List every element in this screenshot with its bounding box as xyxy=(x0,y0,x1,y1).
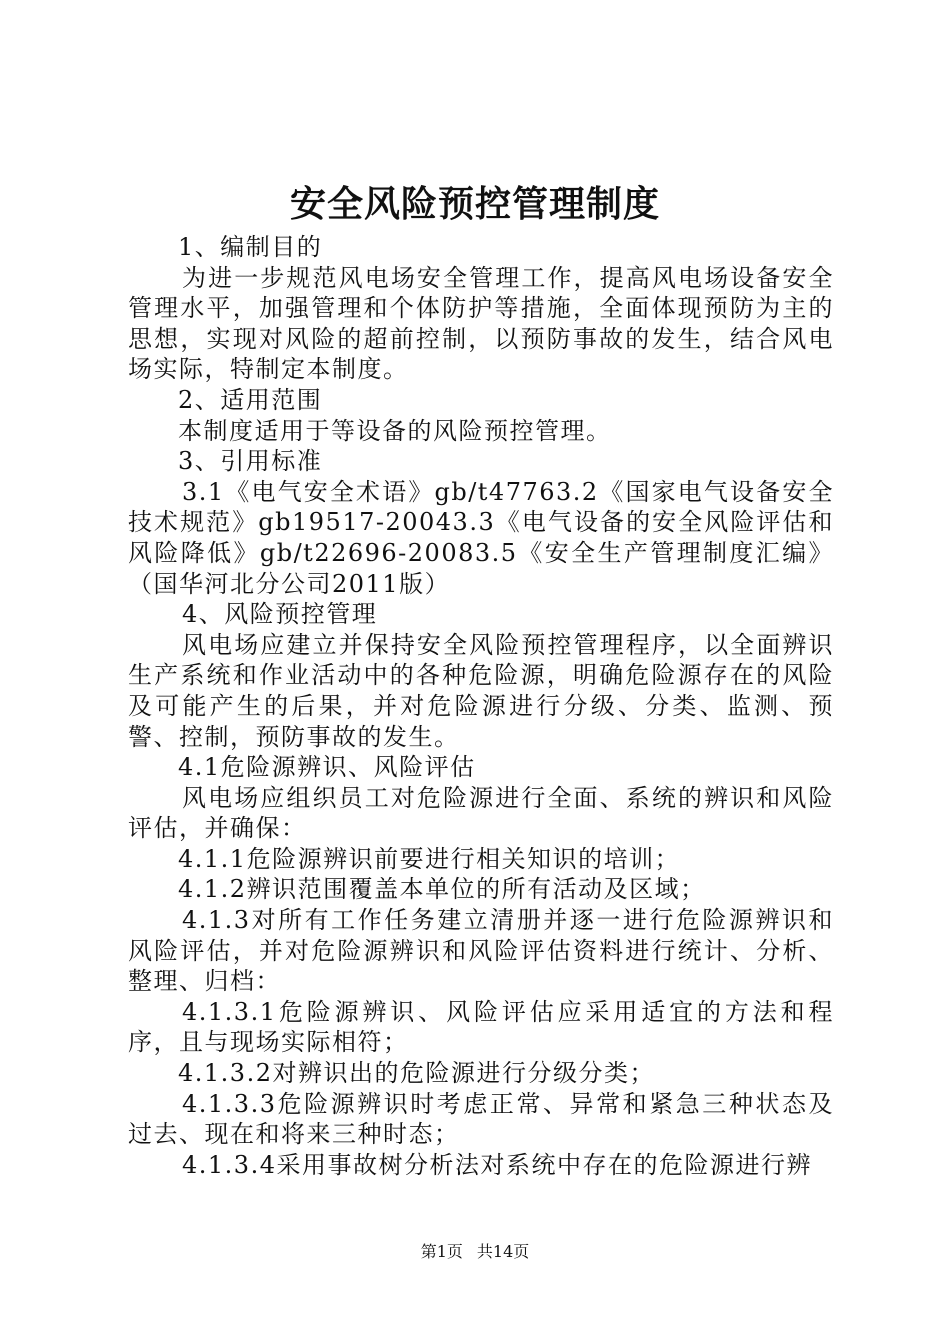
page-total: 共14页 xyxy=(476,1242,530,1261)
paragraph-scope: 本制度适用于等设备的风险预控管理。 xyxy=(178,416,612,445)
page-title: 安全风险预控管理制度 xyxy=(289,184,660,225)
page-number: 第1页 xyxy=(420,1242,463,1261)
section-heading-1: 1、编制目的 xyxy=(178,233,323,261)
paragraph-standards: 3.1《电气安全术语》gb/t47763.2《国家电气设备安全技术规范》gb19517-20043.3《电气设备的安全风险评估和风险降低》gb/t22696-20083.5《安全生产管理制度汇编》（国华河北分公司2011版） xyxy=(128,477,834,598)
page-footer xyxy=(0,1241,950,1263)
paragraph-identification: 风电场应组织员工对危险源进行全面、系统的辨识和风险评估，并确保： xyxy=(128,783,834,843)
clause-4-1-2: 4.1.2辨识范围覆盖本单位的所有活动及区域； xyxy=(178,875,706,904)
section-heading-3: 3、引用标准 xyxy=(178,447,323,476)
clause-4-1-3-3: 4.1.3.3危险源辨识时考虑正常、异常和紧急三种状态及过去、现在和将来三种时态； xyxy=(128,1089,834,1149)
clause-4-1-3: 4.1.3对所有工作任务建立清册并逐一进行危险源辨识和风险评估，并对危险源辨识和风险评估资料进行统计、分析、整理、归档： xyxy=(128,906,834,996)
clause-4-1-1: 4.1.1危险源辨识前要进行相关知识的培训； xyxy=(178,844,681,873)
paragraph-purpose: 为进一步规范风电场安全管理工作，提高风电场设备安全管理水平，加强管理和个体防护等措施，全面体现预防为主的思想，实现对风险的超前控制，以预防事故的发生，结合风电场实际，特制定本制度。 xyxy=(128,263,834,384)
subsection-heading-4-1: 4.1危险源辨识、风险评估 xyxy=(178,753,476,782)
clause-4-1-3-2: 4.1.3.2对辨识出的危险源进行分级分类； xyxy=(178,1059,655,1088)
document-body xyxy=(128,232,834,1180)
clause-4-1-3-4: 4.1.3.4采用事故树分析法对系统中存在的危险源进行辨 xyxy=(182,1150,812,1179)
section-heading-4: 4、风险预控管理 xyxy=(182,600,378,629)
paragraph-risk-management: 风电场应建立并保持安全风险预控管理程序，以全面辨识生产系统和作业活动中的各种危险源，明确危险源存在的风险及可能产生的后果，并对危险源进行分级、分类、监测、预警、控制，预防事故的发生。 xyxy=(128,630,834,751)
section-heading-2: 2、适用范围 xyxy=(178,385,323,414)
clause-4-1-3-1: 4.1.3.1危险源辨识、风险评估应采用适宜的方法和程序，且与现场实际相符； xyxy=(128,997,834,1057)
